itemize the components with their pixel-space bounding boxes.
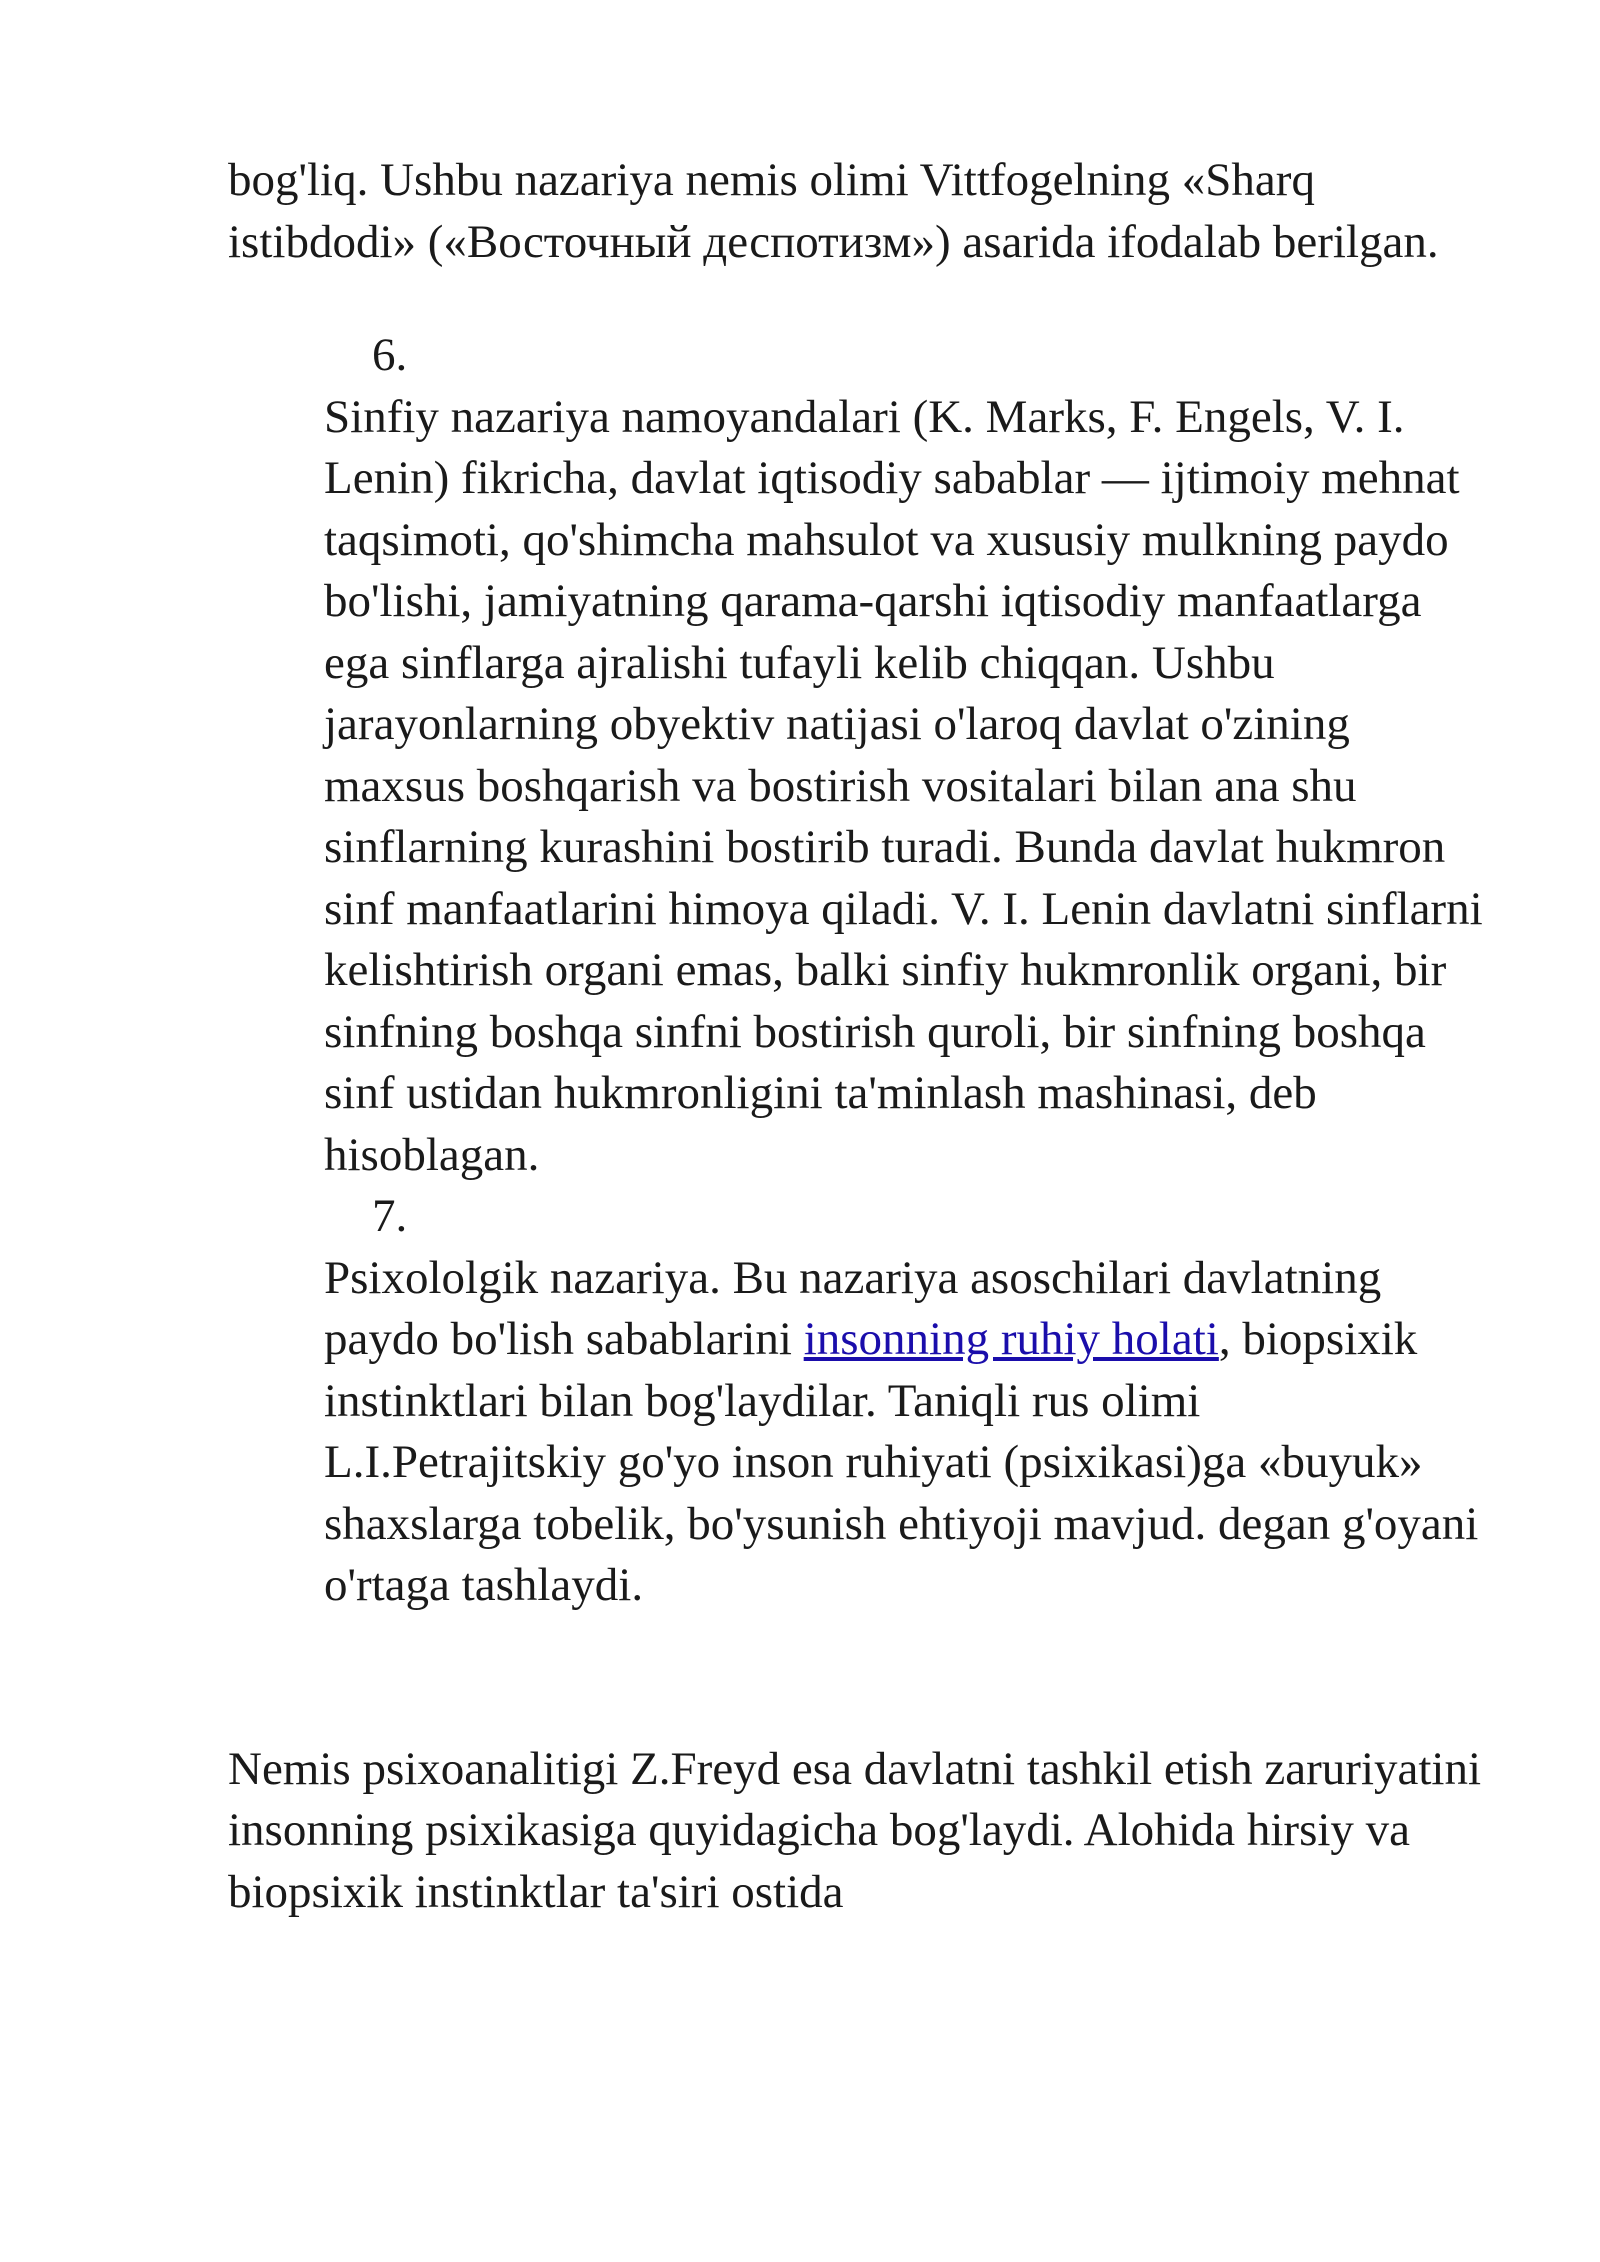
list-number: 6.: [372, 329, 408, 381]
ruhiy-holati-link[interactable]: insonning ruhiy holati: [803, 1313, 1219, 1365]
list-item-6: [228, 325, 1488, 1186]
intro-paragraph: bog'liq. Ushbu nazariya nemis olimi Vittfogelning «Sharq istibdodi» («Восточный деспотизм») asarida ifodalab berilgan.: [228, 154, 1439, 268]
list-number: 7.: [372, 1190, 408, 1242]
list-item-text-before: Psixololgik nazariya. Bu nazariya asoschilari davlatning paydo bo'lish sabablarini: [324, 1251, 1382, 1365]
list-item-text-after: , biopsixik instinktlari bilan bog'laydilar. Taniqli rus olimi L.I.Petrajitskiy go'yo inson ruhiyati (psixikasi)ga «buyuk» shaxslarga tobelik, bo'ysunish ehtiyoji mavjud. degan g'oyani o'rtaga tashlaydi.: [324, 1313, 1479, 1611]
document-page: [228, 150, 1488, 1923]
list-item-text: [324, 1248, 1488, 1617]
list-item-7: [228, 1186, 1488, 1617]
closing-paragraph: Nemis psixoanalitigi Z.Freyd esa davlatni tashkil etish zaruriyatini insonning psixikasiga quyidagicha bog'laydi. Alohida hirsiy va biopsixik instinktlar ta'siri ostida: [228, 1742, 1482, 1918]
numbered-list: [228, 325, 1488, 1617]
list-item-text: Sinfiy nazariya namoyandalari (K. Marks, F. Engels, V. I. Lenin) fikricha, davlat iqtisodiy sabablar — ijtimoiy mehnat taqsimoti, qo'shimcha mahsulot va xususiy mulkning paydo bo'lishi, jamiyatning qarama-qarshi iqtisodiy manfaatlarga ega sinflarga ajralishi tufayli kelib chiqqan. Ushbu jarayonlarning obyektiv natijasi o'laroq davlat o'zining maxsus boshqarish va bostirish vositalari bilan ana shu sinflarning kurashini bostirib turadi. Bunda davlat hukmron sinf manfaatlarini himoya qiladi. V. I. Lenin davlatni sinflarni kelishtirish organi emas, balki sinfiy hukmronlik organi, bir sinfning boshqa sinfni bostirish quroli, bir sinfning boshqa sinf ustidan hukmronligini ta'minlash mashinasi, deb hisoblagan.: [324, 390, 1483, 1181]
